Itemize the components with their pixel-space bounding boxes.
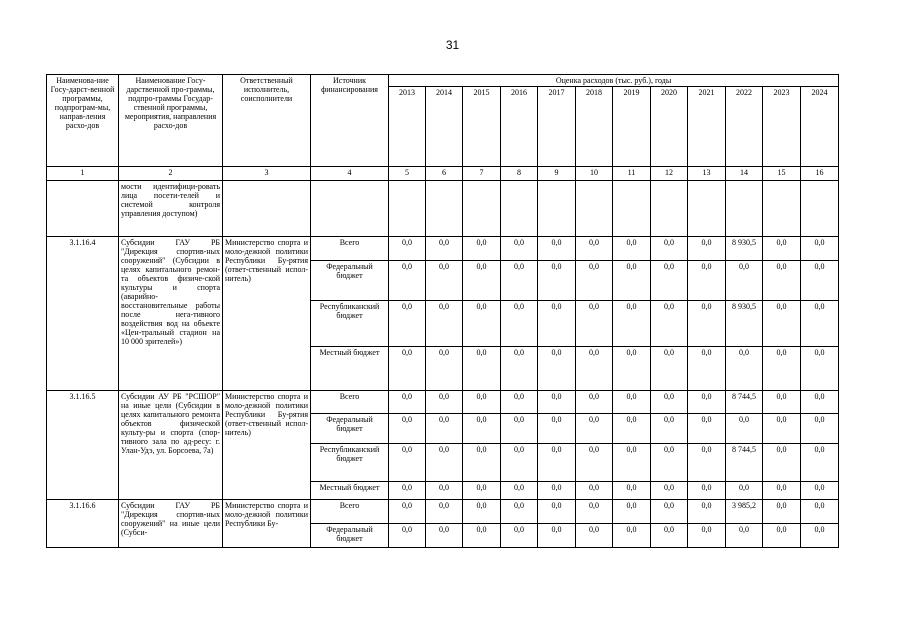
- value-cell: 0,0: [501, 500, 538, 524]
- value-cell: 0,0: [801, 391, 839, 414]
- year-cell: 2013: [389, 87, 426, 167]
- value-cell: 0,0: [801, 524, 839, 548]
- value-cell: 0,0: [801, 500, 839, 524]
- value-cell: 0,0: [426, 261, 463, 301]
- value-cell: 0,0: [801, 261, 839, 301]
- value-cell: 0,0: [613, 347, 651, 391]
- value-cell: 0,0: [426, 524, 463, 548]
- year-cell: 2016: [501, 87, 538, 167]
- column-number: 10: [576, 167, 613, 181]
- value-cell: 0,0: [651, 301, 688, 347]
- value-cell: 0,0: [801, 482, 839, 500]
- column-number: 7: [463, 167, 501, 181]
- value-cell: 0,0: [613, 482, 651, 500]
- value-cell: 0,0: [463, 347, 501, 391]
- empty-cell: [801, 181, 839, 237]
- value-cell: 0,0: [463, 444, 501, 482]
- value-cell: 0,0: [501, 301, 538, 347]
- item-name: Субсидии АУ РБ "РСШОР" на иные цели (Субсидии в целях капитального ремонта объектов физической культу-ры и спорта (спор-тивного зала по ад-ресу: г. Улан-Удэ, ул. Борсоева, 7а): [119, 391, 223, 500]
- value-cell: 0,0: [538, 347, 576, 391]
- value-cell: 0,0: [763, 237, 801, 261]
- header-program-name: Наименова-ние Госу-дарст-венной программы, подпрограм-мы, направ-ления расхо-дов: [47, 75, 119, 167]
- funding-row: [47, 237, 839, 261]
- empty-cell: [576, 181, 613, 237]
- funding-source: Республиканский бюджет: [311, 301, 389, 347]
- year-cell: 2019: [613, 87, 651, 167]
- column-number: 4: [311, 167, 389, 181]
- funding-row: [47, 391, 839, 414]
- value-cell: 0,0: [426, 301, 463, 347]
- item-executor: Министерство спорта и моло-дежной политики Республики Бу-: [223, 500, 311, 548]
- value-cell: 0,0: [651, 524, 688, 548]
- column-number: 3: [223, 167, 311, 181]
- value-cell: 0,0: [463, 482, 501, 500]
- value-cell: 0,0: [726, 524, 763, 548]
- value-cell: 0,0: [801, 301, 839, 347]
- value-cell: 0,0: [576, 500, 613, 524]
- value-cell: 0,0: [613, 500, 651, 524]
- value-cell: 0,0: [726, 414, 763, 444]
- continuation-row: [47, 181, 839, 237]
- value-cell: 0,0: [801, 347, 839, 391]
- value-cell: 8 744,5: [726, 444, 763, 482]
- value-cell: 0,0: [501, 237, 538, 261]
- empty-cell: [311, 181, 389, 237]
- value-cell: 0,0: [613, 237, 651, 261]
- item-code: 3.1.16.5: [47, 391, 119, 500]
- column-number: 8: [501, 167, 538, 181]
- year-cell: 2022: [726, 87, 763, 167]
- value-cell: 0,0: [426, 237, 463, 261]
- value-cell: 0,0: [576, 301, 613, 347]
- header-executor: Ответственный исполнитель, соисполнители: [223, 75, 311, 167]
- column-number: 12: [651, 167, 688, 181]
- value-cell: 0,0: [538, 414, 576, 444]
- value-cell: 0,0: [576, 261, 613, 301]
- value-cell: 0,0: [688, 261, 726, 301]
- value-cell: 0,0: [651, 347, 688, 391]
- value-cell: 0,0: [426, 391, 463, 414]
- empty-cell: [651, 181, 688, 237]
- year-cell: 2023: [763, 87, 801, 167]
- value-cell: 0,0: [576, 414, 613, 444]
- column-number: 16: [801, 167, 839, 181]
- value-cell: 0,0: [613, 414, 651, 444]
- value-cell: 3 985,2: [726, 500, 763, 524]
- value-cell: 0,0: [426, 500, 463, 524]
- header-expense-estimate: Оценка расходов (тыс. руб.), годы: [389, 75, 839, 87]
- year-cell: 2014: [426, 87, 463, 167]
- empty-cell: [426, 181, 463, 237]
- value-cell: 0,0: [651, 237, 688, 261]
- value-cell: 0,0: [538, 391, 576, 414]
- value-cell: 0,0: [576, 391, 613, 414]
- empty-cell: [688, 181, 726, 237]
- value-cell: 0,0: [763, 414, 801, 444]
- value-cell: 0,0: [426, 347, 463, 391]
- value-cell: 0,0: [389, 347, 426, 391]
- value-cell: 0,0: [463, 391, 501, 414]
- column-number: 14: [726, 167, 763, 181]
- year-cell: 2020: [651, 87, 688, 167]
- value-cell: 0,0: [651, 444, 688, 482]
- value-cell: 0,0: [576, 482, 613, 500]
- value-cell: 0,0: [426, 482, 463, 500]
- value-cell: 0,0: [763, 482, 801, 500]
- item-code: 3.1.16.4: [47, 237, 119, 391]
- value-cell: 0,0: [613, 391, 651, 414]
- year-cell: 2018: [576, 87, 613, 167]
- value-cell: 0,0: [801, 237, 839, 261]
- value-cell: 0,0: [501, 444, 538, 482]
- funding-source: Федеральный бюджет: [311, 524, 389, 548]
- value-cell: 0,0: [763, 301, 801, 347]
- value-cell: 0,0: [463, 237, 501, 261]
- value-cell: 0,0: [801, 444, 839, 482]
- empty-cell: [501, 181, 538, 237]
- value-cell: 0,0: [463, 414, 501, 444]
- value-cell: 0,0: [613, 524, 651, 548]
- value-cell: 0,0: [688, 444, 726, 482]
- value-cell: 0,0: [763, 347, 801, 391]
- funding-source: Всего: [311, 500, 389, 524]
- value-cell: 0,0: [763, 261, 801, 301]
- value-cell: 0,0: [463, 301, 501, 347]
- value-cell: 0,0: [389, 482, 426, 500]
- value-cell: 0,0: [726, 347, 763, 391]
- item-executor: Министерство спорта и моло-дежной политики Республики Бу-рятия (ответ-ственный испол-нитель): [223, 391, 311, 500]
- funding-source: Республиканский бюджет: [311, 444, 389, 482]
- value-cell: 0,0: [538, 500, 576, 524]
- value-cell: 0,0: [763, 444, 801, 482]
- value-cell: 0,0: [389, 414, 426, 444]
- value-cell: 0,0: [538, 301, 576, 347]
- value-cell: 0,0: [576, 347, 613, 391]
- column-number: 1: [47, 167, 119, 181]
- funding-source: Всего: [311, 391, 389, 414]
- empty-cell: [47, 181, 119, 237]
- funding-source: Местный бюджет: [311, 482, 389, 500]
- value-cell: 0,0: [726, 261, 763, 301]
- item-code: 3.1.16.6: [47, 500, 119, 548]
- column-number: 5: [389, 167, 426, 181]
- value-cell: 0,0: [763, 391, 801, 414]
- value-cell: 0,0: [538, 444, 576, 482]
- funding-source: Федеральный бюджет: [311, 261, 389, 301]
- funding-source: Всего: [311, 237, 389, 261]
- value-cell: 0,0: [651, 500, 688, 524]
- value-cell: 0,0: [613, 444, 651, 482]
- year-cell: 2015: [463, 87, 501, 167]
- value-cell: 0,0: [576, 237, 613, 261]
- funding-row: [47, 500, 839, 524]
- empty-cell: [463, 181, 501, 237]
- value-cell: 8 930,5: [726, 301, 763, 347]
- value-cell: 0,0: [538, 482, 576, 500]
- value-cell: 0,0: [501, 391, 538, 414]
- budget-table: [46, 74, 839, 548]
- value-cell: 0,0: [688, 237, 726, 261]
- value-cell: 0,0: [501, 482, 538, 500]
- value-cell: 0,0: [389, 391, 426, 414]
- empty-cell: [613, 181, 651, 237]
- value-cell: 0,0: [501, 524, 538, 548]
- value-cell: 0,0: [688, 500, 726, 524]
- item-executor: Министерство спорта и моло-дежной политики Республики Бу-рятия (ответ-ственный испол-нитель): [223, 237, 311, 391]
- value-cell: 0,0: [688, 524, 726, 548]
- year-cell: 2021: [688, 87, 726, 167]
- empty-cell: [763, 181, 801, 237]
- value-cell: 0,0: [651, 391, 688, 414]
- empty-cell: [223, 181, 311, 237]
- value-cell: 0,0: [576, 524, 613, 548]
- value-cell: 0,0: [389, 500, 426, 524]
- year-cell: 2024: [801, 87, 839, 167]
- value-cell: 8 744,5: [726, 391, 763, 414]
- column-number: 11: [613, 167, 651, 181]
- value-cell: 0,0: [389, 237, 426, 261]
- header-row: [47, 75, 839, 87]
- value-cell: 0,0: [501, 414, 538, 444]
- column-number: 13: [688, 167, 726, 181]
- value-cell: 0,0: [538, 524, 576, 548]
- value-cell: 0,0: [613, 301, 651, 347]
- value-cell: 0,0: [688, 414, 726, 444]
- header-funding-source: Источник финансирования: [311, 75, 389, 167]
- value-cell: 0,0: [463, 500, 501, 524]
- value-cell: 0,0: [651, 414, 688, 444]
- column-number: 6: [426, 167, 463, 181]
- value-cell: 0,0: [389, 301, 426, 347]
- value-cell: 0,0: [538, 237, 576, 261]
- value-cell: 0,0: [613, 261, 651, 301]
- value-cell: 0,0: [463, 261, 501, 301]
- page-number: 31: [445, 38, 460, 52]
- value-cell: 0,0: [389, 524, 426, 548]
- column-numbers-row: [47, 167, 839, 181]
- column-number: 9: [538, 167, 576, 181]
- column-number: 15: [763, 167, 801, 181]
- value-cell: 0,0: [726, 482, 763, 500]
- value-cell: 0,0: [688, 347, 726, 391]
- funding-source: Федеральный бюджет: [311, 414, 389, 444]
- value-cell: 0,0: [688, 482, 726, 500]
- value-cell: 0,0: [801, 414, 839, 444]
- item-name: Субсидии ГАУ РБ "Дирекция спортив-ных сооружений" (Субсидии в целях капитального ремон-та объектов физиче-ской культуры и спорта (аварийно-восстановительные работы после нега-тивного воздействия вод на объекте «Цен-тральный стадион на 10 000 зрителей»): [119, 237, 223, 391]
- value-cell: 0,0: [688, 391, 726, 414]
- empty-cell: [538, 181, 576, 237]
- value-cell: 0,0: [463, 524, 501, 548]
- value-cell: 0,0: [389, 444, 426, 482]
- value-cell: 0,0: [651, 482, 688, 500]
- value-cell: 0,0: [576, 444, 613, 482]
- value-cell: 0,0: [501, 261, 538, 301]
- item-name: Субсидии ГАУ РБ "Дирекция спортив-ных сооружений" на иные цели (Субси-: [119, 500, 223, 548]
- value-cell: 8 930,5: [726, 237, 763, 261]
- value-cell: 0,0: [688, 301, 726, 347]
- empty-cell: [389, 181, 426, 237]
- continuation-text: мости идентифици-ровать лица посети-телей и системой контроля управления доступом): [119, 181, 223, 237]
- empty-cell: [726, 181, 763, 237]
- value-cell: 0,0: [501, 347, 538, 391]
- value-cell: 0,0: [763, 524, 801, 548]
- value-cell: 0,0: [426, 414, 463, 444]
- value-cell: 0,0: [538, 261, 576, 301]
- year-cell: 2017: [538, 87, 576, 167]
- value-cell: 0,0: [389, 261, 426, 301]
- header-measure-name: Наименование Госу-дарственной про-граммы, подпро-граммы Государ-ственной программы, мероприятия, направления расхо-дов: [119, 75, 223, 167]
- value-cell: 0,0: [651, 261, 688, 301]
- value-cell: 0,0: [426, 444, 463, 482]
- value-cell: 0,0: [763, 500, 801, 524]
- funding-source: Местный бюджет: [311, 347, 389, 391]
- column-number: 2: [119, 167, 223, 181]
